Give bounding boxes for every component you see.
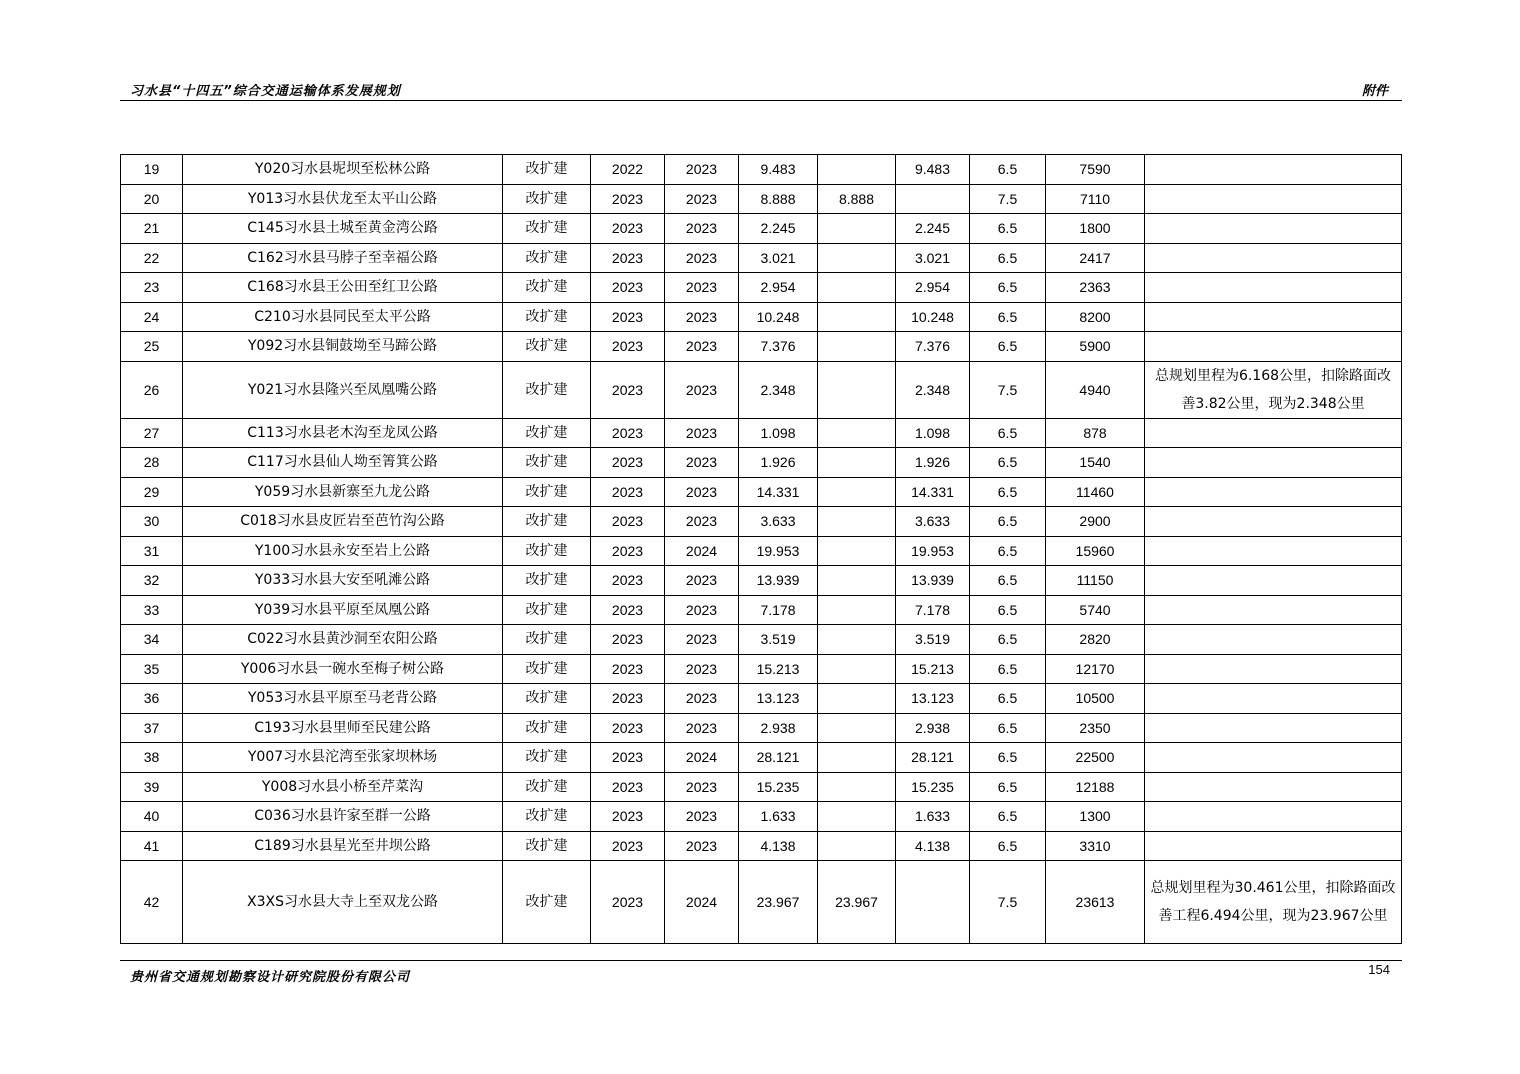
document-title: 习水县“十四五”综合交通运输体系发展规划 [130,84,401,99]
remark-cell [1145,214,1402,244]
table-row [121,155,1402,185]
length-col-b-cell: 3.633 [896,507,970,537]
table-row [121,713,1402,743]
road-width-cell: 6.5 [970,448,1046,478]
total-length-cell: 9.483 [739,155,818,185]
start-year-cell: 2023 [591,507,665,537]
road-name-cell: Y021习水县隆兴至凤凰嘴公路 [183,361,503,418]
remark-cell [1145,772,1402,802]
length-col-b-cell: 13.123 [896,684,970,714]
total-length-cell: 7.178 [739,595,818,625]
table-row [121,418,1402,448]
row-number-cell: 23 [121,273,183,303]
road-name-cell: Y100习水县永安至岩上公路 [183,536,503,566]
total-length-cell: 28.121 [739,743,818,773]
investment-cell: 12188 [1046,772,1145,802]
table-row [121,448,1402,478]
investment-cell: 1800 [1046,214,1145,244]
total-length-cell: 15.213 [739,654,818,684]
end-year-cell: 2023 [665,713,739,743]
table-row [121,802,1402,832]
start-year-cell: 2023 [591,772,665,802]
row-number-cell: 24 [121,302,183,332]
build-type-cell: 改扩建 [503,302,591,332]
road-width-cell: 6.5 [970,772,1046,802]
road-width-cell: 6.5 [970,566,1046,596]
total-length-cell: 1.098 [739,418,818,448]
remark-cell [1145,184,1402,214]
road-width-cell: 6.5 [970,507,1046,537]
company-name: 贵州省交通规划勘察设计研究院股份有限公司 [130,970,411,985]
length-col-a-cell [818,332,896,362]
end-year-cell: 2023 [665,243,739,273]
length-col-a-cell [818,595,896,625]
remark-cell [1145,448,1402,478]
remark-cell [1145,743,1402,773]
start-year-cell: 2023 [591,713,665,743]
end-year-cell: 2023 [665,418,739,448]
end-year-cell: 2023 [665,332,739,362]
table-row [121,536,1402,566]
total-length-cell: 7.376 [739,332,818,362]
length-col-b-cell: 15.213 [896,654,970,684]
total-length-cell: 15.235 [739,772,818,802]
row-number-cell: 32 [121,566,183,596]
length-col-b-cell: 13.939 [896,566,970,596]
road-name-cell: X3XS习水县大寺上至双龙公路 [183,861,503,944]
row-number-cell: 27 [121,418,183,448]
length-col-a-cell [818,654,896,684]
road-name-cell: Y053习水县平原至马老背公路 [183,684,503,714]
end-year-cell: 2023 [665,184,739,214]
build-type-cell: 改扩建 [503,536,591,566]
table-row [121,654,1402,684]
build-type-cell: 改扩建 [503,654,591,684]
row-number-cell: 35 [121,654,183,684]
investment-cell: 11460 [1046,477,1145,507]
start-year-cell: 2023 [591,243,665,273]
remark-cell [1145,713,1402,743]
build-type-cell: 改扩建 [503,802,591,832]
build-type-cell: 改扩建 [503,831,591,861]
table-row [121,566,1402,596]
row-number-cell: 21 [121,214,183,244]
total-length-cell: 13.939 [739,566,818,596]
end-year-cell: 2023 [665,361,739,418]
investment-cell: 22500 [1046,743,1145,773]
start-year-cell: 2023 [591,684,665,714]
remark-cell [1145,536,1402,566]
length-col-a-cell [818,772,896,802]
build-type-cell: 改扩建 [503,566,591,596]
build-type-cell: 改扩建 [503,595,591,625]
row-number-cell: 25 [121,332,183,362]
length-col-b-cell: 4.138 [896,831,970,861]
row-number-cell: 36 [121,684,183,714]
investment-cell: 1300 [1046,802,1145,832]
road-name-cell: C113习水县老木沟至龙凤公路 [183,418,503,448]
remark-cell [1145,831,1402,861]
road-name-cell: C189习水县星光至井坝公路 [183,831,503,861]
road-width-cell: 6.5 [970,595,1046,625]
end-year-cell: 2023 [665,772,739,802]
row-number-cell: 42 [121,861,183,944]
row-number-cell: 31 [121,536,183,566]
length-col-b-cell: 19.953 [896,536,970,566]
length-col-a-cell [818,684,896,714]
remark-cell: 总规划里程为6.168公里，扣除路面改善3.82公里，现为2.348公里 [1145,361,1402,418]
total-length-cell: 2.348 [739,361,818,418]
row-number-cell: 29 [121,477,183,507]
table-row [121,772,1402,802]
road-width-cell: 6.5 [970,802,1046,832]
total-length-cell: 3.021 [739,243,818,273]
length-col-b-cell: 10.248 [896,302,970,332]
length-col-b-cell: 2.245 [896,214,970,244]
road-width-cell: 6.5 [970,418,1046,448]
length-col-a-cell [818,713,896,743]
length-col-b-cell: 1.926 [896,448,970,478]
investment-cell: 15960 [1046,536,1145,566]
investment-cell: 2900 [1046,507,1145,537]
start-year-cell: 2023 [591,625,665,655]
end-year-cell: 2024 [665,536,739,566]
table-row [121,243,1402,273]
page-number: 154 [1368,962,1390,977]
table-row [121,273,1402,303]
investment-cell: 7110 [1046,184,1145,214]
build-type-cell: 改扩建 [503,772,591,802]
page-header [120,78,1402,101]
road-name-cell: Y007习水县沱湾至张家坝林场 [183,743,503,773]
build-type-cell: 改扩建 [503,418,591,448]
investment-cell: 11150 [1046,566,1145,596]
page-footer [120,960,1402,983]
start-year-cell: 2023 [591,743,665,773]
build-type-cell: 改扩建 [503,155,591,185]
end-year-cell: 2023 [665,507,739,537]
remark-cell [1145,418,1402,448]
total-length-cell: 3.633 [739,507,818,537]
total-length-cell: 3.519 [739,625,818,655]
start-year-cell: 2023 [591,654,665,684]
build-type-cell: 改扩建 [503,448,591,478]
length-col-a-cell [818,477,896,507]
remark-cell [1145,566,1402,596]
investment-cell: 10500 [1046,684,1145,714]
start-year-cell: 2023 [591,273,665,303]
total-length-cell: 1.926 [739,448,818,478]
length-col-b-cell: 1.098 [896,418,970,448]
investment-cell: 2350 [1046,713,1145,743]
total-length-cell: 1.633 [739,802,818,832]
end-year-cell: 2023 [665,802,739,832]
length-col-b-cell: 2.348 [896,361,970,418]
road-width-cell: 6.5 [970,831,1046,861]
total-length-cell: 10.248 [739,302,818,332]
total-length-cell: 14.331 [739,477,818,507]
road-width-cell: 6.5 [970,243,1046,273]
remark-cell: 总规划里程为30.461公里，扣除路面改善工程6.494公里，现为23.967公里 [1145,861,1402,944]
build-type-cell: 改扩建 [503,184,591,214]
road-name-cell: C193习水县里师至民建公路 [183,713,503,743]
build-type-cell: 改扩建 [503,243,591,273]
road-name-cell: Y059习水县新寨至九龙公路 [183,477,503,507]
end-year-cell: 2023 [665,831,739,861]
start-year-cell: 2023 [591,332,665,362]
length-col-b-cell: 7.376 [896,332,970,362]
length-col-a-cell [818,507,896,537]
length-col-b-cell: 3.519 [896,625,970,655]
start-year-cell: 2023 [591,861,665,944]
road-name-cell: C022习水县黄沙洞至农阳公路 [183,625,503,655]
total-length-cell: 19.953 [739,536,818,566]
road-name-cell: C018习水县皮匠岩至芭竹沟公路 [183,507,503,537]
road-width-cell: 7.5 [970,861,1046,944]
investment-cell: 878 [1046,418,1145,448]
road-width-cell: 7.5 [970,361,1046,418]
length-col-a-cell [818,566,896,596]
remark-cell [1145,625,1402,655]
row-number-cell: 39 [121,772,183,802]
row-number-cell: 33 [121,595,183,625]
build-type-cell: 改扩建 [503,477,591,507]
road-name-cell: C162习水县马脖子至幸福公路 [183,243,503,273]
row-number-cell: 19 [121,155,183,185]
length-col-b-cell: 2.954 [896,273,970,303]
row-number-cell: 26 [121,361,183,418]
start-year-cell: 2023 [591,361,665,418]
total-length-cell: 2.245 [739,214,818,244]
project-table [120,154,1402,944]
row-number-cell: 30 [121,507,183,537]
table-row [121,861,1402,944]
table-row [121,302,1402,332]
road-name-cell: Y020习水县坭坝至松林公路 [183,155,503,185]
remark-cell [1145,155,1402,185]
build-type-cell: 改扩建 [503,214,591,244]
start-year-cell: 2023 [591,566,665,596]
investment-cell: 2820 [1046,625,1145,655]
length-col-b-cell: 9.483 [896,155,970,185]
investment-cell: 1540 [1046,448,1145,478]
road-width-cell: 6.5 [970,477,1046,507]
length-col-a-cell [818,155,896,185]
length-col-a-cell: 23.967 [818,861,896,944]
row-number-cell: 38 [121,743,183,773]
length-col-b-cell [896,861,970,944]
end-year-cell: 2023 [665,625,739,655]
length-col-a-cell [818,273,896,303]
investment-cell: 2363 [1046,273,1145,303]
build-type-cell: 改扩建 [503,332,591,362]
table-row [121,332,1402,362]
length-col-b-cell: 2.938 [896,713,970,743]
total-length-cell: 2.938 [739,713,818,743]
end-year-cell: 2023 [665,273,739,303]
road-width-cell: 6.5 [970,302,1046,332]
end-year-cell: 2023 [665,214,739,244]
road-name-cell: C168习水县王公田至红卫公路 [183,273,503,303]
end-year-cell: 2023 [665,477,739,507]
end-year-cell: 2024 [665,743,739,773]
table-row [121,831,1402,861]
build-type-cell: 改扩建 [503,743,591,773]
start-year-cell: 2023 [591,477,665,507]
row-number-cell: 28 [121,448,183,478]
row-number-cell: 37 [121,713,183,743]
investment-cell: 7590 [1046,155,1145,185]
table-row [121,214,1402,244]
road-name-cell: C117习水县仙人坳至箐箕公路 [183,448,503,478]
length-col-a-cell [818,448,896,478]
investment-cell: 8200 [1046,302,1145,332]
total-length-cell: 13.123 [739,684,818,714]
end-year-cell: 2023 [665,302,739,332]
investment-cell: 12170 [1046,654,1145,684]
total-length-cell: 2.954 [739,273,818,303]
length-col-a-cell [818,302,896,332]
start-year-cell: 2023 [591,595,665,625]
length-col-a-cell [818,743,896,773]
length-col-a-cell [818,802,896,832]
start-year-cell: 2023 [591,214,665,244]
length-col-a-cell [818,214,896,244]
length-col-b-cell: 7.178 [896,595,970,625]
start-year-cell: 2023 [591,802,665,832]
table-row [121,743,1402,773]
length-col-a-cell [818,418,896,448]
road-width-cell: 6.5 [970,684,1046,714]
start-year-cell: 2023 [591,831,665,861]
section-label: 附件 [1361,84,1388,99]
length-col-b-cell: 15.235 [896,772,970,802]
road-width-cell: 6.5 [970,273,1046,303]
total-length-cell: 8.888 [739,184,818,214]
table-row [121,361,1402,418]
road-width-cell: 6.5 [970,332,1046,362]
road-width-cell: 6.5 [970,743,1046,773]
start-year-cell: 2023 [591,302,665,332]
build-type-cell: 改扩建 [503,273,591,303]
investment-cell: 5740 [1046,595,1145,625]
end-year-cell: 2023 [665,684,739,714]
table-row [121,477,1402,507]
end-year-cell: 2023 [665,595,739,625]
build-type-cell: 改扩建 [503,684,591,714]
row-number-cell: 41 [121,831,183,861]
remark-cell [1145,477,1402,507]
end-year-cell: 2023 [665,448,739,478]
build-type-cell: 改扩建 [503,507,591,537]
start-year-cell: 2022 [591,155,665,185]
table-body [121,155,1402,944]
remark-cell [1145,332,1402,362]
road-name-cell: Y006习水县一碗水至梅子树公路 [183,654,503,684]
table-row [121,625,1402,655]
remark-cell [1145,243,1402,273]
length-col-a-cell [818,536,896,566]
road-width-cell: 6.5 [970,625,1046,655]
total-length-cell: 23.967 [739,861,818,944]
start-year-cell: 2023 [591,418,665,448]
build-type-cell: 改扩建 [503,861,591,944]
remark-cell [1145,273,1402,303]
table-row [121,595,1402,625]
investment-cell: 2417 [1046,243,1145,273]
end-year-cell: 2023 [665,155,739,185]
road-width-cell: 7.5 [970,184,1046,214]
road-width-cell: 6.5 [970,536,1046,566]
table-row [121,684,1402,714]
length-col-b-cell: 1.633 [896,802,970,832]
investment-cell: 5900 [1046,332,1145,362]
length-col-a-cell [818,361,896,418]
length-col-b-cell [896,184,970,214]
length-col-a-cell [818,243,896,273]
build-type-cell: 改扩建 [503,713,591,743]
remark-cell [1145,684,1402,714]
row-number-cell: 34 [121,625,183,655]
road-width-cell: 6.5 [970,654,1046,684]
investment-cell: 3310 [1046,831,1145,861]
remark-cell [1145,654,1402,684]
road-width-cell: 6.5 [970,214,1046,244]
length-col-b-cell: 14.331 [896,477,970,507]
road-width-cell: 6.5 [970,155,1046,185]
length-col-a-cell: 8.888 [818,184,896,214]
investment-cell: 4940 [1046,361,1145,418]
length-col-b-cell: 28.121 [896,743,970,773]
start-year-cell: 2023 [591,536,665,566]
road-name-cell: C210习水县同民至太平公路 [183,302,503,332]
road-name-cell: Y092习水县铜鼓坳至马蹄公路 [183,332,503,362]
row-number-cell: 40 [121,802,183,832]
remark-cell [1145,507,1402,537]
total-length-cell: 4.138 [739,831,818,861]
road-name-cell: Y013习水县伏龙至太平山公路 [183,184,503,214]
investment-cell: 23613 [1046,861,1145,944]
length-col-a-cell [818,831,896,861]
road-name-cell: C145习水县土城至黄金湾公路 [183,214,503,244]
end-year-cell: 2023 [665,654,739,684]
remark-cell [1145,302,1402,332]
table-row [121,184,1402,214]
table-row [121,507,1402,537]
road-name-cell: Y008习水县小桥至芹菜沟 [183,772,503,802]
end-year-cell: 2024 [665,861,739,944]
end-year-cell: 2023 [665,566,739,596]
remark-cell [1145,595,1402,625]
build-type-cell: 改扩建 [503,361,591,418]
start-year-cell: 2023 [591,448,665,478]
row-number-cell: 20 [121,184,183,214]
road-name-cell: Y039习水县平原至凤凰公路 [183,595,503,625]
row-number-cell: 22 [121,243,183,273]
road-name-cell: Y033习水县大安至吼滩公路 [183,566,503,596]
build-type-cell: 改扩建 [503,625,591,655]
road-width-cell: 6.5 [970,713,1046,743]
remark-cell [1145,802,1402,832]
length-col-b-cell: 3.021 [896,243,970,273]
length-col-a-cell [818,625,896,655]
road-name-cell: C036习水县许家至群一公路 [183,802,503,832]
start-year-cell: 2023 [591,184,665,214]
